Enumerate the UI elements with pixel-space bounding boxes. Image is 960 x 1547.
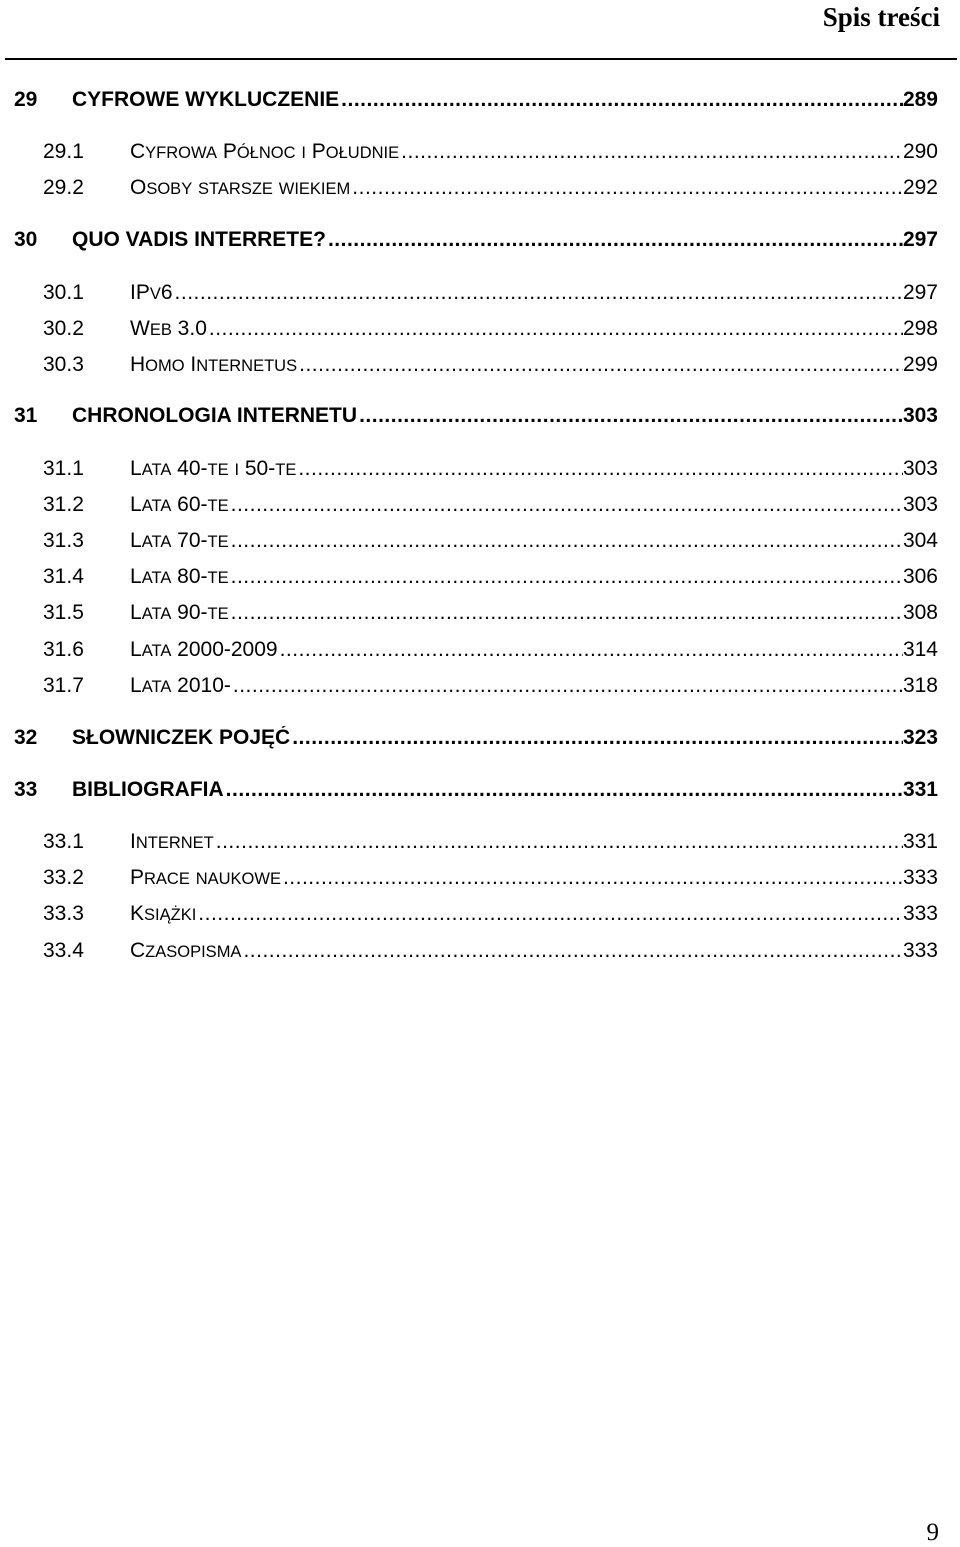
toc-entry-number: 31.1 — [43, 457, 84, 480]
toc-dot-leader — [326, 228, 903, 252]
toc-entry-page: 308 — [902, 601, 938, 624]
toc-entry-title: SŁOWNICZEK POJĘĆ — [72, 726, 291, 749]
toc-entry-title: LATA 80-TE — [130, 565, 229, 588]
toc-entry[interactable] — [14, 176, 938, 206]
toc-entry-page: 297 — [902, 281, 938, 304]
toc-entry-number: 31.5 — [43, 601, 84, 624]
toc-entry-title: HOMO INTERNETUS — [130, 353, 298, 376]
toc-dot-leader — [339, 88, 903, 112]
toc-entry-title: LATA 70-TE — [130, 529, 229, 552]
toc-dot-leader — [224, 778, 903, 802]
toc-entry[interactable] — [14, 529, 938, 559]
toc-entry-page: 331 — [902, 830, 938, 853]
toc-entry-number: 30.2 — [43, 317, 84, 340]
toc-dot-leader — [350, 176, 903, 200]
toc-entry-title: CYFROWA PÓŁNOC I POŁUDNIE — [130, 140, 400, 163]
toc-entry-page: 331 — [902, 778, 938, 801]
toc-dot-leader — [399, 140, 903, 164]
toc-entry-number: 31.3 — [43, 529, 84, 552]
toc-entry-page: 292 — [902, 176, 938, 199]
toc-entry[interactable] — [14, 565, 938, 595]
toc-entry-title: CYFROWE WYKLUCZENIE — [72, 88, 340, 111]
toc-entry[interactable] — [14, 674, 938, 704]
toc-entry[interactable] — [14, 228, 938, 258]
toc-dot-leader — [196, 902, 903, 926]
toc-entry-number: 30 — [14, 228, 38, 251]
toc-entry-number: 30.1 — [43, 281, 84, 304]
toc-entry[interactable] — [14, 939, 938, 969]
toc-entry-page: 333 — [902, 902, 938, 925]
toc-entry-number: 29 — [14, 88, 38, 111]
toc-entry-page: 299 — [902, 353, 938, 376]
running-header-title: Spis treści — [822, 2, 940, 32]
toc-entry-number: 32 — [14, 726, 38, 749]
toc-entry-number: 33 — [14, 778, 38, 801]
toc-entry-number: 33.1 — [43, 830, 84, 853]
toc-entry-number: 30.3 — [43, 353, 84, 376]
toc-entry-title: BIBLIOGRAFIA — [72, 778, 224, 801]
toc-entry-number: 31.4 — [43, 565, 84, 588]
toc-dot-leader — [231, 674, 903, 698]
toc-entry-page: 318 — [902, 674, 938, 697]
toc-entry[interactable] — [14, 866, 938, 896]
toc-entry-number: 33.4 — [43, 939, 84, 962]
toc-entry-page: 304 — [902, 529, 938, 552]
toc-entry-page: 333 — [902, 939, 938, 962]
toc-entry-title: LATA 2000-2009 — [130, 638, 278, 661]
toc-dot-leader — [229, 565, 903, 589]
toc-entry-page: 333 — [902, 866, 938, 889]
toc-entry-page: 290 — [902, 140, 938, 163]
page-number: 9 — [926, 1519, 939, 1546]
toc-dot-leader — [214, 830, 903, 854]
toc-entry-title: QUO VADIS INTERRETE? — [72, 228, 326, 251]
toc-entry-page: 323 — [902, 726, 938, 749]
toc-entry[interactable] — [14, 902, 938, 932]
toc-entry-title: CHRONOLOGIA INTERNETU — [72, 404, 358, 427]
toc-entry-title: OSOBY STARSZE WIEKIEM — [130, 176, 351, 199]
toc-entry[interactable] — [14, 726, 938, 756]
toc-entry[interactable] — [14, 317, 938, 347]
toc-entry[interactable] — [14, 140, 938, 170]
toc-entry-title: PRACE NAUKOWE — [130, 866, 281, 889]
toc-dot-leader — [229, 601, 903, 625]
toc-dot-leader — [229, 529, 903, 553]
toc-entry-page: 314 — [902, 638, 938, 661]
toc-entry-page: 289 — [902, 88, 938, 111]
toc-entry-title: LATA 90-TE — [130, 601, 229, 624]
toc-entry[interactable] — [14, 638, 938, 668]
toc-dot-leader — [357, 404, 903, 428]
toc-entry-number: 33.3 — [43, 902, 84, 925]
toc-entry-title: INTERNET — [130, 830, 214, 853]
toc-dot-leader — [290, 726, 903, 750]
toc-entry-title: WEB 3.0 — [130, 317, 207, 340]
toc-dot-leader — [229, 493, 903, 517]
toc-dot-leader — [241, 939, 903, 963]
toc-entry-number: 33.2 — [43, 866, 84, 889]
toc-dot-leader — [278, 638, 903, 662]
toc-entry-number: 31 — [14, 404, 38, 427]
toc-entry-page: 297 — [902, 228, 938, 251]
toc-entry[interactable] — [14, 88, 938, 118]
toc-entry-number: 29.2 — [43, 176, 84, 199]
toc-entry[interactable] — [14, 830, 938, 860]
toc-entry-number: 29.1 — [43, 140, 84, 163]
toc-entry-number: 31.2 — [43, 493, 84, 516]
toc-entry-title: CZASOPISMA — [130, 939, 242, 962]
toc-dot-leader — [207, 317, 903, 341]
toc-entry-title: LATA 40-TE I 50-TE — [130, 457, 297, 480]
toc-entry-title: LATA 60-TE — [130, 493, 229, 516]
toc-dot-leader — [296, 457, 903, 481]
toc-entry-number: 31.6 — [43, 638, 84, 661]
toc-entry-number: 31.7 — [43, 674, 84, 697]
toc-entry[interactable] — [14, 353, 938, 383]
toc-entry-page: 306 — [902, 565, 938, 588]
toc-entry-page: 303 — [902, 493, 938, 516]
toc-entry-title: LATA 2010- — [130, 674, 231, 697]
toc-entry-page: 303 — [902, 457, 938, 480]
toc-entry[interactable] — [14, 281, 938, 311]
toc-entry-title: KSIĄŻKI — [130, 902, 197, 925]
toc-entry-page: 303 — [902, 404, 938, 427]
toc-dot-leader — [281, 866, 903, 890]
toc-dot-leader — [297, 353, 903, 377]
toc-entry-title: IPV6 — [130, 281, 173, 304]
toc-entry[interactable] — [14, 493, 938, 523]
toc-entry[interactable] — [14, 404, 938, 434]
toc-entry-page: 298 — [902, 317, 938, 340]
toc-dot-leader — [173, 281, 903, 305]
toc-entry[interactable] — [14, 778, 938, 808]
toc-entry[interactable] — [14, 601, 938, 631]
toc-entry[interactable] — [14, 457, 938, 487]
